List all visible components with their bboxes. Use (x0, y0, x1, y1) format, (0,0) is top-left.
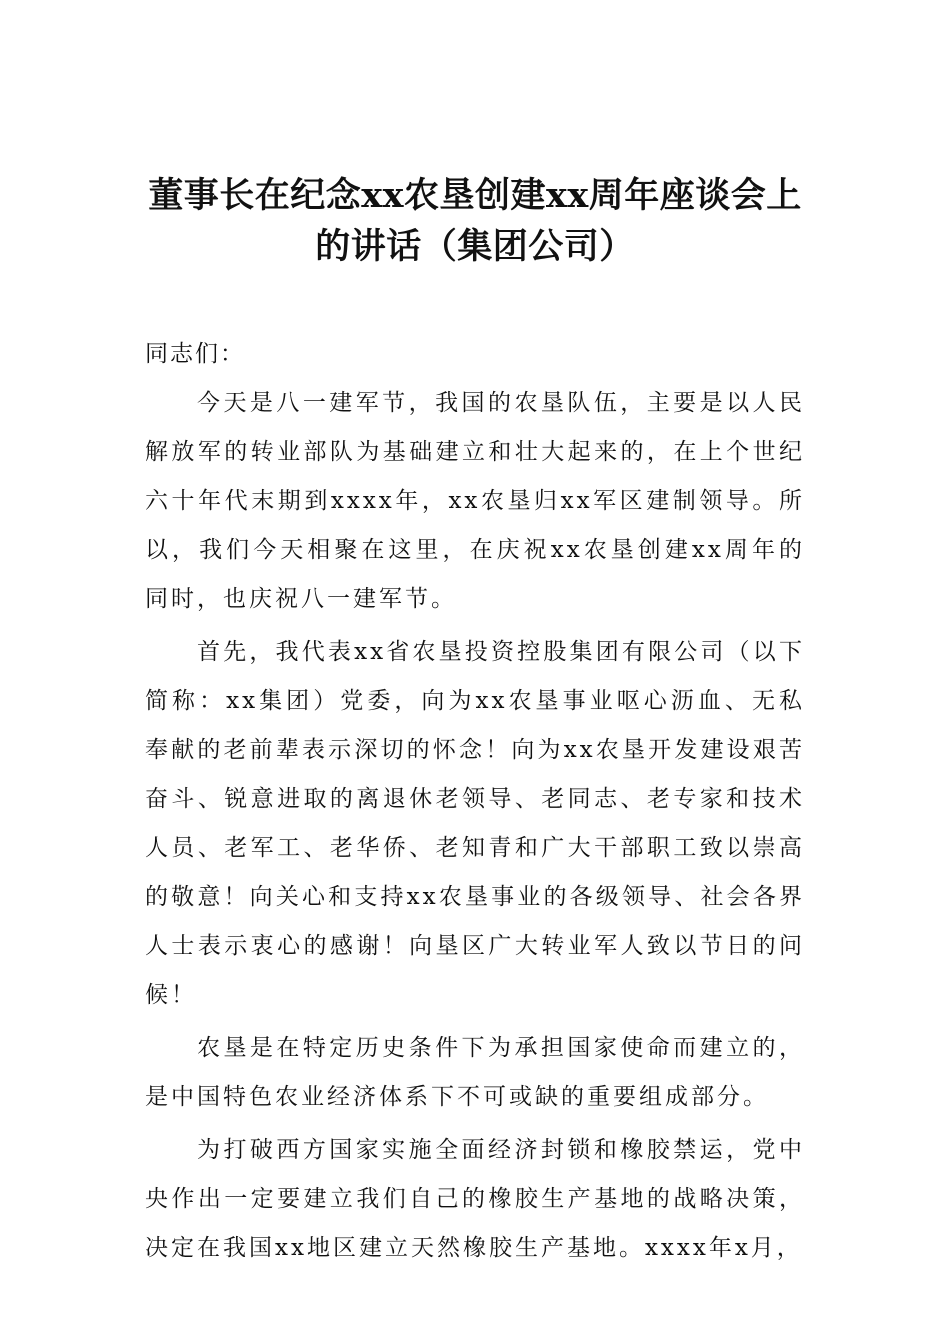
salutation: 同志们： (145, 341, 245, 367)
paragraph-1: 今天是八一建军节，我国的农垦队伍，主要是以人民解放军的转业部队为基础建立和壮大起来的，在上个世纪六十年代末期到xxxx年，xx农垦归xx军区建制领导。所以，我们今天相聚在这里，在庆祝xx农垦创建xx周年的同时，也庆祝八一建军节。 (145, 390, 805, 612)
paragraph-4: 为打破西方国家实施全面经济封锁和橡胶禁运，党中央作出一定要建立我们自己的橡胶生产基地的战略决策，决定在我国xx地区建立天然橡胶生产基地。xxxx年x月， (145, 1137, 805, 1261)
document-body (145, 330, 805, 1273)
document-title: 董事长在纪念xx农垦创建xx周年座谈会上的讲话（集团公司） (148, 175, 802, 267)
paragraph-2: 首先，我代表xx省农垦投资控股集团有限公司（以下简称：xx集团）党委，向为xx农垦事业呕心沥血、无私奉献的老前辈表示深切的怀念！向为xx农垦开发建设艰苦奋斗、锐意进取的离退休老领导、老同志、老专家和技术人员、老军工、老华侨、老知青和广大干部职工致以崇高的敬意！向关心和支持xx农垦事业的各级领导、社会各界人士表示衷心的感谢！向垦区广大转业军人致以节日的问候！ (145, 639, 805, 1008)
paragraph-3: 农垦是在特定历史条件下为承担国家使命而建立的，是中国特色农业经济体系下不可或缺的重要组成部分。 (145, 1035, 805, 1110)
